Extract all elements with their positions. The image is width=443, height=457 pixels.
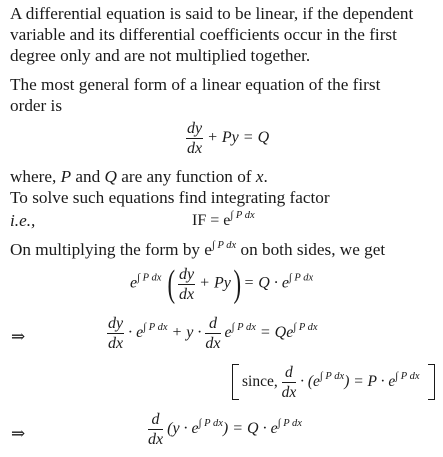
since-bracket-right (428, 364, 435, 400)
step2-plus: + y · (171, 324, 202, 342)
equation-general-form (186, 120, 269, 157)
multiply-exponent: ∫ P dx (211, 240, 237, 251)
var-p: P (60, 167, 72, 186)
integrating-factor (192, 212, 255, 230)
equation-rest: + Py = Q (207, 129, 270, 147)
since-exponent-1: ∫ P dx (319, 371, 345, 383)
since-fraction (282, 364, 297, 401)
step2-term1: · e (128, 324, 144, 342)
step1-rhs: = Q · e (243, 274, 289, 292)
var-q: Q (104, 167, 117, 186)
equation-step1 (130, 265, 313, 303)
step1-fraction (178, 266, 195, 303)
fraction-denominator: dx (187, 140, 203, 157)
var-x: x (255, 167, 264, 186)
since-bracket-left (232, 364, 239, 400)
equation-step2 (107, 315, 318, 352)
since-denominator: dx (281, 384, 297, 401)
step1-numerator: dy (179, 265, 195, 283)
since-exponent-2: ∫ P dx (395, 371, 420, 383)
step2-exponent-2: ∫ P dx (231, 322, 256, 334)
paragraph1-line2: variable and its differential coefficients occur in the first (10, 25, 397, 44)
step2-exponent-1: ∫ P dx (143, 322, 168, 334)
implies-arrow-1: ⇒ (11, 327, 26, 346)
fraction-numerator: dy (187, 120, 203, 137)
where-prefix: where, (10, 167, 61, 186)
step1-e: e (130, 274, 138, 292)
multiply-line (10, 240, 385, 260)
implies-arrow-2: ⇒ (11, 424, 26, 443)
multiply-suffix: on both sides, we get (236, 240, 386, 259)
right-paren: ) (233, 263, 241, 305)
left-paren: ( (167, 263, 176, 305)
since-label: since, (242, 373, 278, 391)
step2-rhs-exponent: ∫ P dx (293, 322, 318, 334)
if-exponent: ∫ P dx (230, 210, 255, 221)
since-numerator: d (282, 364, 297, 383)
solve-line: To solve such equations find integrating factor (10, 188, 330, 207)
step2-denominator-2: dx (205, 335, 221, 352)
fraction-dy-dx (186, 120, 203, 157)
step2-numerator-2: d (205, 315, 220, 334)
step1-denominator: dx (179, 285, 195, 303)
where-line (10, 167, 268, 187)
step1-rhs-exponent: ∫ P dx (288, 272, 314, 284)
paragraph2-line1: The most general form of a linear equation of the first (10, 75, 381, 94)
paragraph2-line2: order is (10, 96, 63, 115)
paragraph1-line3: degree only and are not multiplied together. (10, 46, 311, 65)
equation-final (148, 411, 302, 448)
since-note (242, 364, 420, 401)
paragraph1-line1: A differential equation is said to be linear, if the dependent (10, 4, 414, 23)
where-and: and (71, 167, 105, 186)
step1-inner: + Py (199, 274, 231, 292)
final-body: (y · e (167, 420, 199, 438)
final-numerator: d (148, 411, 163, 430)
final-denominator: dx (148, 431, 164, 448)
step2-rhs: = Qe (259, 324, 294, 342)
step2-term2: e (224, 324, 232, 342)
where-middle: are any function of (116, 167, 256, 186)
ie-label: i.e., (10, 211, 36, 230)
step2-fraction-1 (107, 315, 124, 352)
if-label: IF = e (192, 212, 231, 229)
step2-numerator-1: dy (108, 315, 124, 332)
final-rhs-exponent: ∫ P dx (277, 418, 302, 430)
step2-fraction-2 (205, 315, 220, 352)
since-mid: · (e (300, 373, 320, 391)
final-fraction (148, 411, 163, 448)
ie-line (10, 211, 35, 231)
multiply-prefix: On multiplying the form by e (10, 240, 212, 259)
final-rhs: ) = Q · e (222, 420, 278, 438)
step1-exponent: ∫ P dx (137, 272, 162, 284)
where-end: . (263, 167, 268, 186)
since-close: ) = P · e (344, 373, 396, 391)
final-exponent: ∫ P dx (198, 418, 223, 430)
step2-denominator-1: dx (108, 335, 124, 352)
